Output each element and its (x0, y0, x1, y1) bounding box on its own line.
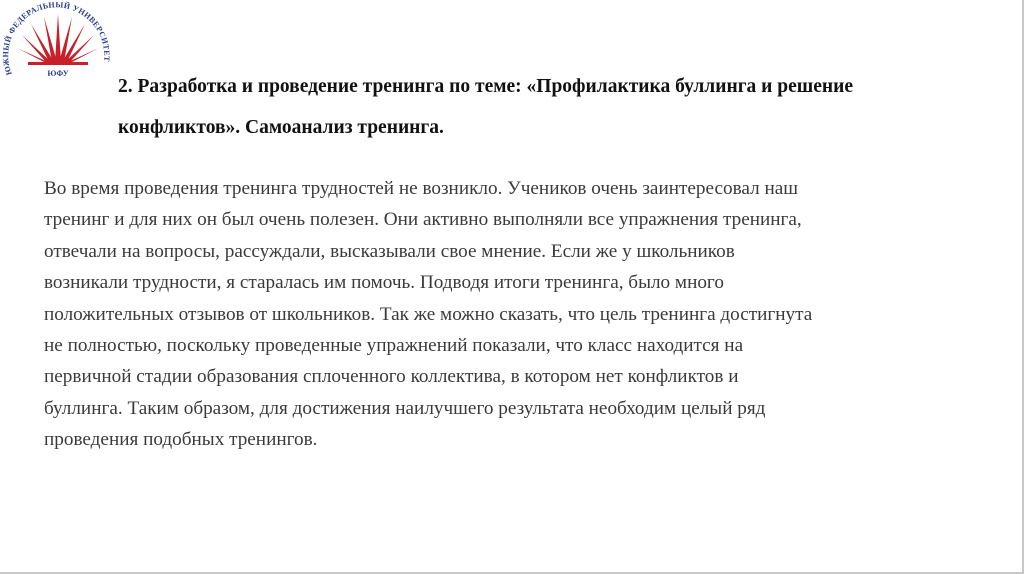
body-line: отвечали на вопросы, рассуждали, высказывали свое мнение. Если же у школьников (44, 240, 735, 262)
body-line: проведения подобных тренингов. (44, 429, 318, 451)
body-line: возникали трудности, я старалась им помочь. Подводя итоги тренинга, было много (44, 272, 724, 294)
body-line: тренинг и для них он был очень полезен. Они активно выполняли все упражнения тренинга, (44, 209, 802, 231)
slide-title-line: 2. Разработка и проведение тренинга по теме: «Профилактика буллинга и решение (118, 76, 854, 97)
sunburst-rays-icon (17, 14, 99, 65)
body-line: буллинга. Таким образом, для достижения наилучшего результата необходим целый ряд (44, 397, 766, 419)
university-logo (0, 0, 118, 90)
university-logo-icon (0, 0, 118, 90)
body-line: Во время проведения тренинга трудностей не возникло. Учеников очень заинтересовал наш (44, 178, 798, 199)
logo-arc-text: ЮЖНЫЙ ФЕДЕРАЛЬНЫЙ УНИВЕРСИТЕТ (1, 0, 112, 77)
body-line: первичной стадии образования сплоченного коллектива, в котором нет конфликтов и (44, 366, 739, 388)
slide-title (118, 66, 998, 148)
logo-abbreviation: ЮФУ (47, 69, 69, 78)
body-paragraph (44, 173, 1004, 456)
slide-title-line: конфликтов». Самоанализ тренинга. (118, 117, 444, 138)
body-line: положительных отзывов от школьников. Так же можно сказать, что цель тренинга достигнута (44, 303, 813, 325)
body-line: не полностью, поскольку проведенные упражнений показали, что класс находится на (44, 335, 744, 357)
